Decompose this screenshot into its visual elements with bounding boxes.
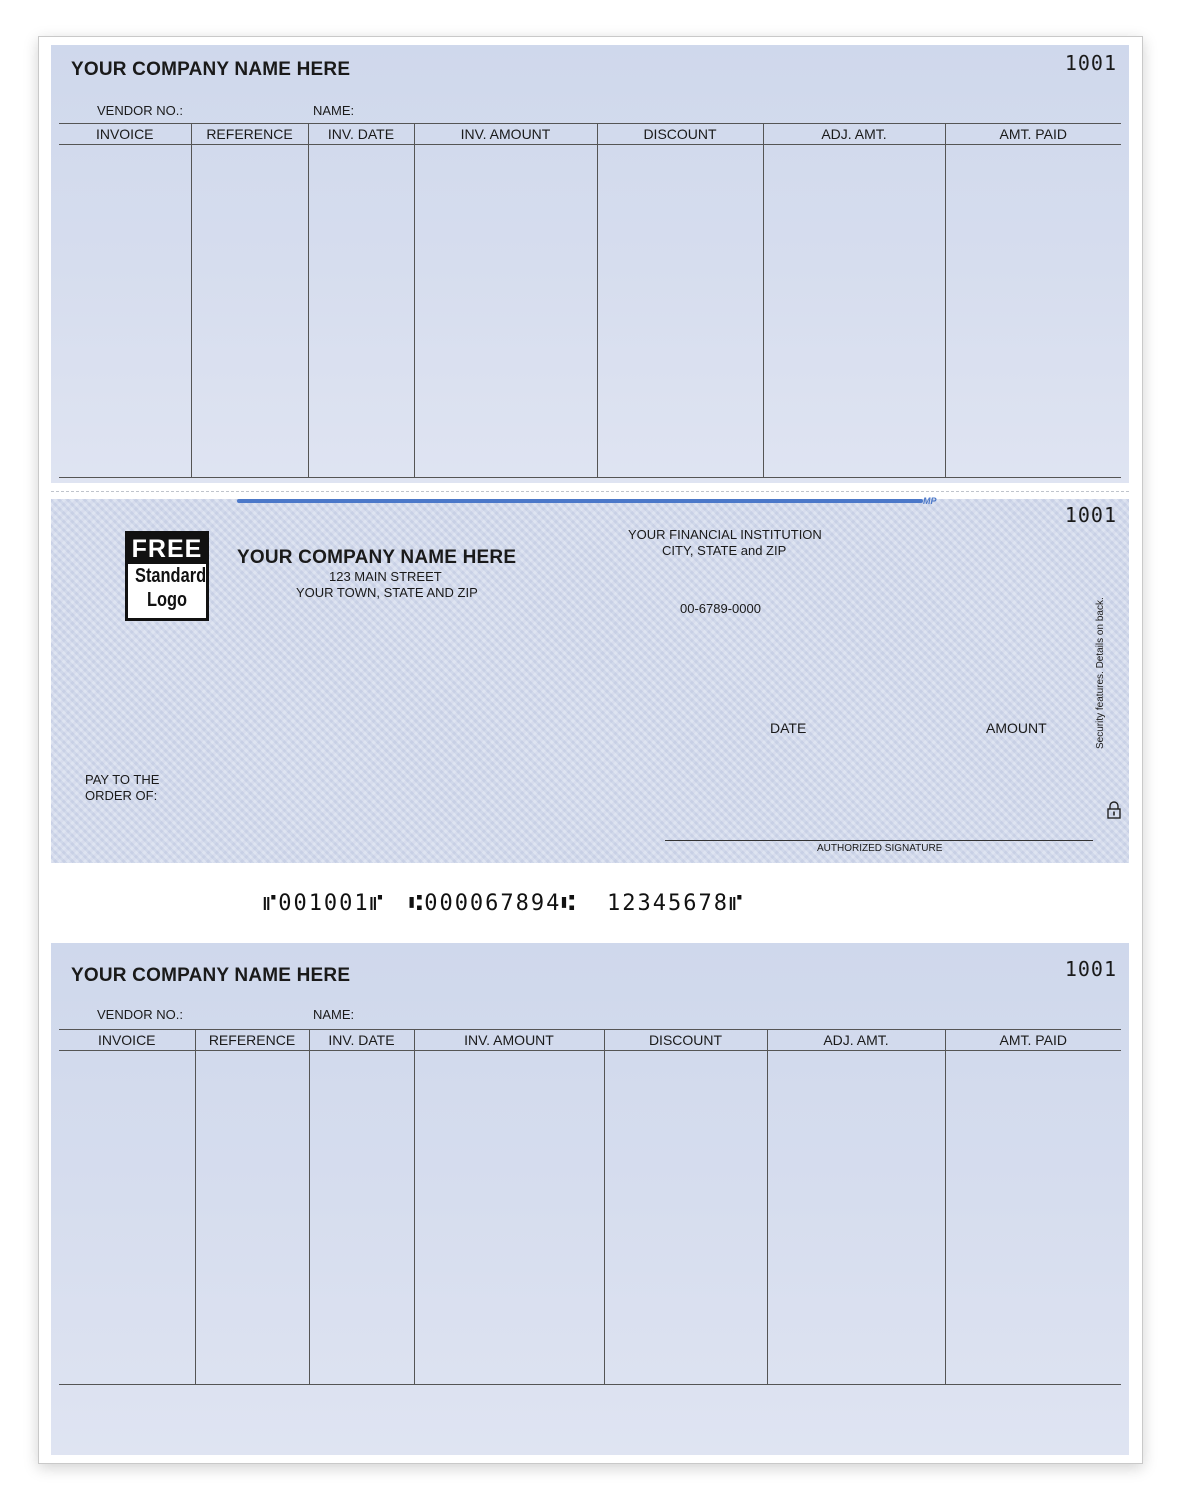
fraction-code: 00-6789-0000 [680, 601, 761, 616]
signature-label: AUTHORIZED SIGNATURE [817, 843, 943, 854]
pay-to-label-line1: PAY TO THE [85, 772, 160, 787]
logo-standard-text: Standard [135, 565, 207, 587]
column-header-amt-paid: AMT. PAID [945, 1030, 1121, 1051]
stub-check-number: 1001 [1064, 51, 1117, 75]
column-header-discount: DISCOUNT [604, 1030, 767, 1051]
security-stripe [237, 499, 923, 503]
check-company-name: YOUR COMPANY NAME HERE [237, 547, 517, 568]
column-header-reference: REFERENCE [191, 124, 308, 145]
column-header-invoice: INVOICE [59, 1030, 195, 1051]
company-logo [125, 531, 209, 621]
micr-check-number: ⑈001001⑈ [263, 891, 385, 916]
column-header-inv-amount: INV. AMOUNT [414, 1030, 604, 1051]
column-header-discount: DISCOUNT [597, 124, 763, 145]
perforation-top [51, 491, 1129, 492]
column-header-amt-paid: AMT. PAID [945, 124, 1121, 145]
logo-logo-text: Logo [146, 589, 188, 611]
stub-company-name-bottom: YOUR COMPANY NAME HERE [71, 965, 351, 986]
column-header-inv-amount: INV. AMOUNT [414, 124, 597, 145]
padlock-icon [1107, 801, 1121, 819]
amount-label: AMOUNT [986, 720, 1047, 736]
vendor-number-label-bottom: VENDOR NO.: [97, 1007, 183, 1022]
signature-line [665, 840, 1093, 841]
micr-routing-number: ⑆000067894⑆ [409, 891, 577, 916]
logo-free-text: FREE [128, 534, 206, 564]
stub-check-number-bottom: 1001 [1064, 957, 1117, 981]
table-header-row [59, 124, 1121, 145]
bank-city: CITY, STATE and ZIP [662, 543, 787, 558]
date-label: DATE [770, 720, 807, 736]
vendor-name-label: NAME: [313, 103, 355, 118]
top-voucher-stub [51, 45, 1129, 483]
micr-account-number: 12345678⑈ [607, 891, 745, 916]
column-header-inv-date: INV. DATE [309, 1030, 414, 1051]
invoice-table-bottom [59, 1029, 1121, 1385]
micr-band [51, 863, 1129, 943]
company-city: YOUR TOWN, STATE AND ZIP [296, 585, 478, 600]
table-body-row [59, 145, 1121, 478]
security-features-note: Security features. Details on back. [1095, 597, 1106, 749]
stub-company-name: YOUR COMPANY NAME HERE [71, 59, 351, 80]
column-header-adj-amt: ADJ. AMT. [767, 1030, 945, 1051]
bottom-voucher-stub [51, 943, 1129, 1455]
check-number: 1001 [1064, 503, 1117, 527]
table-body-row [59, 1051, 1121, 1385]
company-street: 123 MAIN STREET [329, 569, 442, 584]
mp-mark: MP [923, 496, 937, 506]
check-body [51, 496, 1129, 863]
column-header-adj-amt: ADJ. AMT. [763, 124, 945, 145]
check-sheet [38, 36, 1143, 1464]
vendor-name-label-bottom: NAME: [313, 1007, 355, 1022]
vendor-number-label: VENDOR NO.: [97, 103, 183, 118]
invoice-table [59, 123, 1121, 478]
table-header-row [59, 1030, 1121, 1051]
column-header-inv-date: INV. DATE [308, 124, 414, 145]
column-header-invoice: INVOICE [59, 124, 191, 145]
pay-to-label-line2: ORDER OF: [85, 788, 158, 803]
bank-name: YOUR FINANCIAL INSTITUTION [628, 527, 822, 542]
column-header-reference: REFERENCE [195, 1030, 309, 1051]
